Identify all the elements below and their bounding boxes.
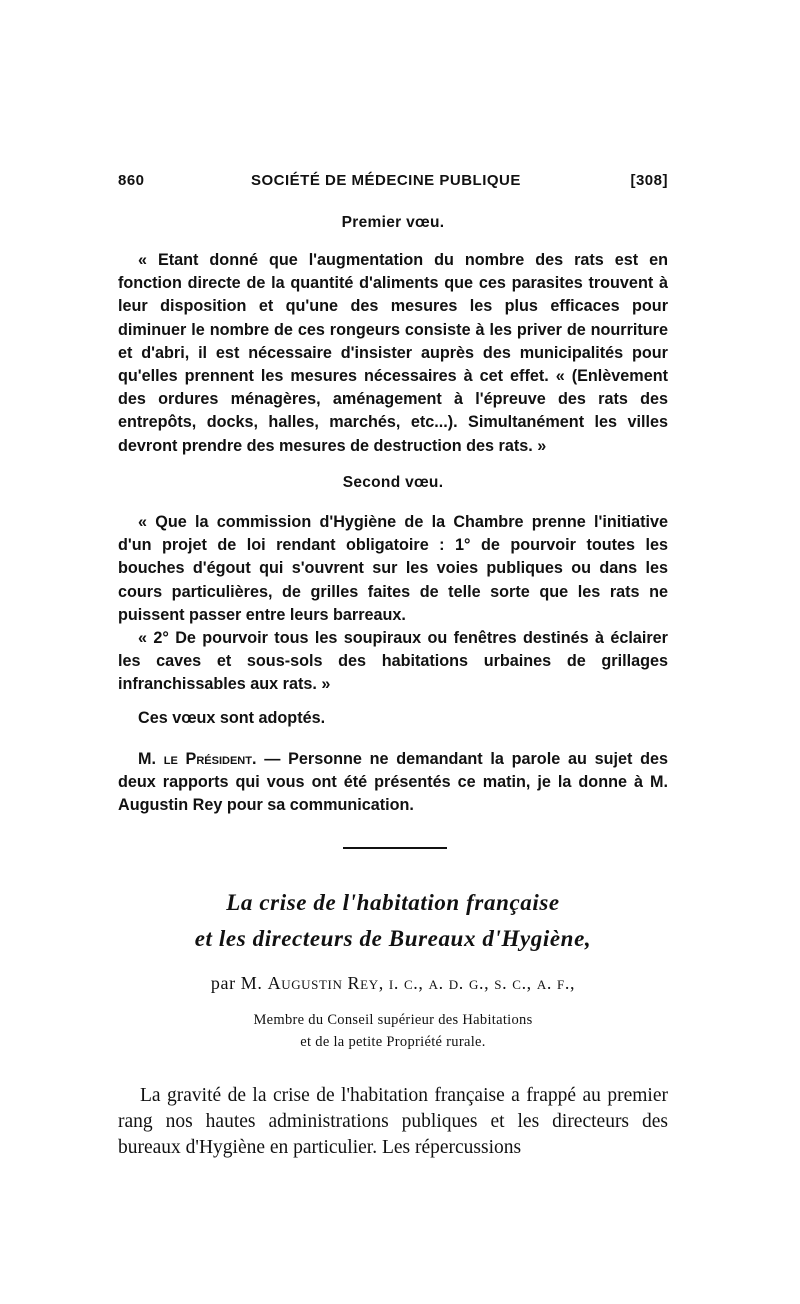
page-number: 860 xyxy=(118,172,145,189)
section-divider xyxy=(343,847,447,849)
premier-voeu-heading: Premier vœu. xyxy=(341,214,445,231)
affiliation-line-1: Membre du Conseil supérieur des Habitations xyxy=(253,1012,533,1028)
author-credentials: , i. c., a. d. g., s. c., a. f., xyxy=(378,973,576,993)
article-byline xyxy=(118,973,668,994)
premier-voeu-paragraph: « Etant donné que l'augmentation du nombre des rats est en fonction directe de la quantité d'aliments que ces parasites trouvent à leur disposition et qu'une des mesures les plus efficaces pour diminuer le nombre de ces rongeurs consiste à les priver de nourriture et d'abri, il est nécessaire d'insister auprès des municipalités pour qu'elles prennent les mesures nécessaires à cet effet. « (Enlèvement des ordures ménagères, aménagement à l'épreuve des rats des entrepôts, docks, halles, marchés, etc...). Simultanément les villes devront prendre des mesures de destruction des rats. » xyxy=(118,251,668,455)
president-text xyxy=(118,748,668,818)
byline-prefix: par M. xyxy=(210,973,263,993)
article-title-line-2: et les directeurs de Bureaux d'Hygiène, xyxy=(194,926,592,951)
second-voeu-heading: Second vœu. xyxy=(342,474,444,491)
page-reference: [308] xyxy=(630,172,668,189)
second-voeu-paragraph-2: « 2° De pourvoir tous les soupiraux ou fenêtres destinés à éclairer les caves et sous-sols des habitations urbaines de grillages infranchissables aux rats. » xyxy=(118,629,668,694)
running-head xyxy=(118,172,668,194)
second-voeu-paragraph-1: « Que la commission d'Hygiène de la Chambre prenne l'initiative d'un projet de loi rendant obligatoire : 1° de pourvoir toutes les bouches d'égout qui s'ouvrent sur les voies publiques ou dans les cours particulières, de grilles faites de telle sorte que les rats ne puissent passer entre leurs barreaux. xyxy=(118,513,668,624)
article-title-line-1: La crise de l'habitation française xyxy=(226,890,560,915)
premier-voeu-text xyxy=(118,249,668,458)
running-head-title: SOCIÉTÉ DE MÉDECINE PUBLIQUE xyxy=(251,172,521,189)
second-voeu-text xyxy=(118,511,668,697)
adoption-text xyxy=(118,707,668,730)
adoption-paragraph: Ces vœux sont adoptés. xyxy=(138,709,326,727)
author-name: Augustin Rey xyxy=(267,973,379,993)
president-speaker: M. le Président. xyxy=(138,750,257,768)
president-paragraph xyxy=(118,748,668,818)
article-intro-paragraph: La gravité de la crise de l'habitation française a frappé au premier rang nos hautes administrations publiques et les directeurs des bureaux d'Hygiène en particulier. Les répercussions xyxy=(118,1085,668,1158)
affiliation-line-2: et de la petite Propriété rurale. xyxy=(300,1034,486,1050)
president-speech: — Personne ne demandant la parole au sujet des deux rapports qui vous ont été présentés ce matin, je la donne à M. Augustin Rey pour sa communication. xyxy=(118,750,669,815)
